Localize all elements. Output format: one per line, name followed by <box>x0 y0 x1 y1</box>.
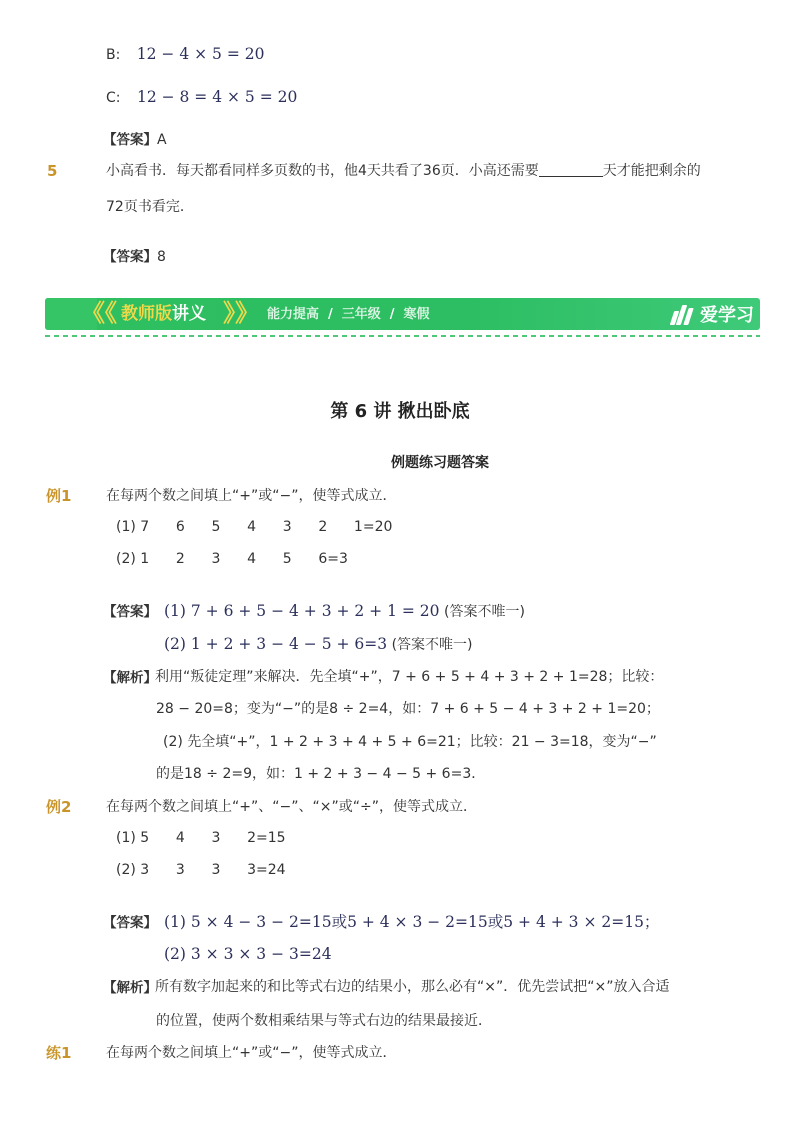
crumb-3: 寒假 <box>403 307 430 322</box>
example-prompt: 在每两个数之间填上“+”或“−”，使等式成立． <box>106 488 397 504</box>
banner-breadcrumb <box>267 306 430 324</box>
question-5-line2: 72页书看完． <box>106 199 194 215</box>
answer-value: A <box>157 132 167 148</box>
analysis-line-1: 所有数字加起来的和比等式右边的结果小，那么必有“×”．优先尝试把“×”放入合适 <box>155 979 670 995</box>
answer-tag: 【答案】 <box>103 604 157 620</box>
answer-expr: (1) 7 + 6 + 5 − 4 + 3 + 2 + 1 = 20 <box>164 602 440 620</box>
crumb-sep: / <box>389 307 395 322</box>
q5-answer <box>103 247 166 267</box>
option-c-letter: C: <box>106 90 121 106</box>
answer-line-1 <box>164 601 525 622</box>
brand-logo <box>670 302 754 326</box>
section-title: 例题练习题答案 <box>391 455 489 471</box>
answer-value: 8 <box>157 249 166 265</box>
chevron-left-icon: 《《 <box>81 299 117 327</box>
answer-line-1: (1) 5 × 4 − 3 − 2=15或5 + 4 × 3 − 2=15或5 + 4 + 3 × 2=15； <box>164 913 660 931</box>
logo-text: 爱学习 <box>700 305 754 326</box>
option-b-letter: B: <box>106 47 121 63</box>
problem-part-1: (1) 7 6 5 4 3 2 1=20 <box>116 519 393 535</box>
answer-tag: 【答案】 <box>103 249 157 265</box>
analysis-line-3: (2) 先全填“+”，1 + 2 + 3 + 4 + 5 + 6=21；比较：21 − 3=18，变为“−” <box>163 734 657 750</box>
analysis-line-1: 利用“叛徒定理”来解决．先全填“+”，7 + 6 + 5 + 4 + 3 + 2 + 1=28；比较： <box>155 669 664 685</box>
answer-note: (答案不唯一) <box>391 637 473 653</box>
example-label: 例2 <box>46 798 72 816</box>
banner-title-a: 教师版 <box>121 304 172 324</box>
crumb-2: 三年级 <box>341 307 381 322</box>
option-c <box>106 87 297 108</box>
answer-note: (答案不唯一) <box>443 604 525 620</box>
practice-label: 练1 <box>46 1044 72 1062</box>
answer-line-2 <box>164 634 473 655</box>
question-number: 5 <box>47 162 58 180</box>
answer-blank <box>539 162 603 177</box>
prev-answer <box>103 130 167 150</box>
problem-part-1: (1) 5 4 3 2=15 <box>116 830 286 846</box>
analysis-line-4: 的是18 ÷ 2=9，如：1 + 2 + 3 − 4 − 5 + 6=3． <box>156 766 486 782</box>
chevron-right-icon: 》》 <box>223 299 259 327</box>
analysis-line-2: 的位置，使两个数相乘结果与等式右边的结果最接近． <box>156 1013 492 1029</box>
question-5-text-after: 天才能把剩余的 <box>602 163 701 179</box>
crumb-sep: / <box>328 307 333 322</box>
option-b-expr: 12 − 4 × 5 = 20 <box>136 45 265 63</box>
example-prompt: 在每两个数之间填上“+”、“−”、“×”或“÷”，使等式成立． <box>106 799 477 815</box>
header-banner <box>45 298 760 330</box>
lecture-title: 第 6 讲 揪出卧底 <box>330 401 470 422</box>
question-5-text: 小高看书．每天都看同样多页数的书，他4天共看了36页．小高还需要 <box>106 163 539 179</box>
answer-tag: 【答案】 <box>103 915 157 931</box>
answer-expr: (2) 1 + 2 + 3 − 4 − 5 + 6=3 <box>164 635 388 653</box>
answer-tag: 【答案】 <box>103 132 157 148</box>
analysis-tag: 【解析】 <box>103 980 157 996</box>
answer-line-2: (2) 3 × 3 × 3 − 3=24 <box>164 945 332 963</box>
option-c-expr: 12 − 8 = 4 × 5 = 20 <box>136 88 298 106</box>
banner-title <box>121 303 206 325</box>
banner-title-b: 讲义 <box>172 304 206 324</box>
problem-part-2: (2) 1 2 3 4 5 6=3 <box>116 551 348 567</box>
example-label: 例1 <box>46 487 72 505</box>
problem-part-2: (2) 3 3 3 3=24 <box>116 862 286 878</box>
logo-icon <box>670 303 696 325</box>
question-5-line1 <box>106 161 701 181</box>
analysis-line-2: 28 − 20=8；变为“−”的是8 ÷ 2=4，如：7 + 6 + 5 − 4 + 3 + 2 + 1=20； <box>156 701 660 717</box>
crumb-1: 能力提高 <box>267 307 320 322</box>
option-b <box>106 44 264 65</box>
practice-prompt: 在每两个数之间填上“+”或“−”，使等式成立． <box>106 1045 397 1061</box>
analysis-tag: 【解析】 <box>103 670 157 686</box>
banner-dashed-divider <box>45 335 760 337</box>
